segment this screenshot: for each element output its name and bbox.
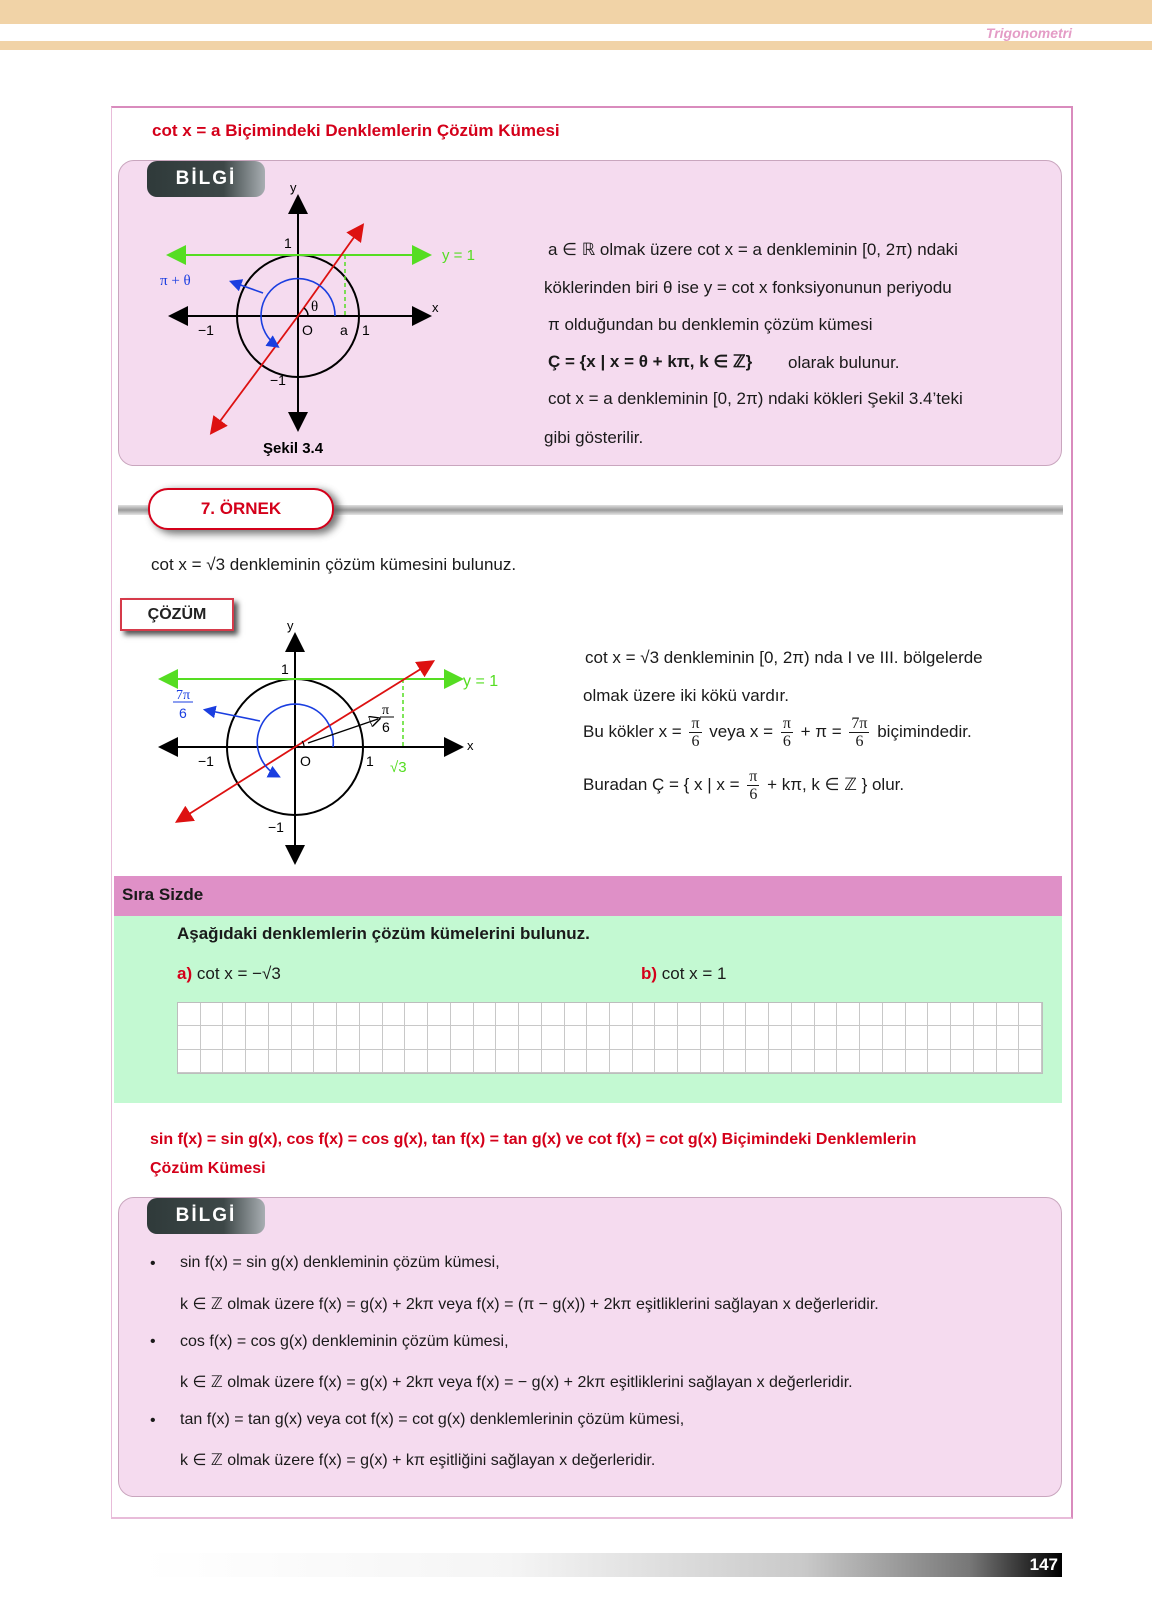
rule-tan-cot-head: tan f(x) = tan g(x) veya cot f(x) = cot g(x) denklemlerinin çözüm kümesi, [180, 1411, 685, 1428]
grid-cell[interactable] [474, 1026, 497, 1049]
svg-text:−1: −1 [270, 372, 286, 388]
grid-cell[interactable] [201, 1050, 224, 1073]
unit-circle-figure-1 [160, 180, 500, 465]
svg-text:y = 1: y = 1 [463, 673, 499, 690]
svg-text:1: 1 [362, 322, 370, 338]
grid-cell[interactable] [633, 1026, 656, 1049]
grid-cell[interactable] [587, 1026, 610, 1049]
grid-cell[interactable] [997, 1050, 1020, 1073]
grid-cell[interactable] [701, 1026, 724, 1049]
grid-cell[interactable] [496, 1003, 519, 1026]
svg-text:1: 1 [366, 753, 374, 769]
info-line-1: a ∈ ℝ olmak üzere cot x = a denkleminin [0, 2π) ndaki [548, 240, 958, 259]
grid-cell[interactable] [360, 1003, 383, 1026]
grid-cell[interactable] [292, 1026, 315, 1049]
bilgi-tab: BİLGİ [147, 161, 265, 197]
grid-cell[interactable] [792, 1003, 815, 1026]
grid-cell[interactable] [405, 1050, 428, 1073]
grid-cell[interactable] [246, 1026, 269, 1049]
svg-text:y: y [287, 618, 294, 633]
grid-cell[interactable] [201, 1026, 224, 1049]
grid-cell[interactable] [223, 1050, 246, 1073]
grid-cell[interactable] [951, 1050, 974, 1073]
grid-cell[interactable] [1019, 1003, 1042, 1026]
grid-cell[interactable] [815, 1026, 838, 1049]
grid-cell[interactable] [246, 1003, 269, 1026]
grid-cell[interactable] [223, 1003, 246, 1026]
grid-cell[interactable] [815, 1003, 838, 1026]
grid-cell[interactable] [474, 1003, 497, 1026]
info-line-6: gibi gösterilir. [544, 428, 644, 447]
grid-cell[interactable] [701, 1003, 724, 1026]
grid-cell[interactable] [769, 1003, 792, 1026]
grid-cell[interactable] [633, 1003, 656, 1026]
grid-cell[interactable] [974, 1003, 997, 1026]
grid-cell[interactable] [678, 1050, 701, 1073]
grid-cell[interactable] [883, 1003, 906, 1026]
info-line-3: π olduğundan bu denklemin çözüm kümesi [548, 315, 873, 334]
grid-cell[interactable] [928, 1003, 951, 1026]
grid-cell[interactable] [633, 1050, 656, 1073]
grid-cell[interactable] [655, 1050, 678, 1073]
svg-text:O: O [300, 753, 311, 769]
svg-text:6: 6 [382, 719, 390, 735]
grid-cell[interactable] [974, 1026, 997, 1049]
grid-cell[interactable] [678, 1003, 701, 1026]
grid-cell[interactable] [292, 1003, 315, 1026]
grid-cell[interactable] [451, 1050, 474, 1073]
grid-cell[interactable] [974, 1050, 997, 1073]
grid-cell[interactable] [474, 1050, 497, 1073]
footer-bar [142, 1553, 1062, 1577]
grid-cell[interactable] [883, 1026, 906, 1049]
grid-cell[interactable] [223, 1026, 246, 1049]
unit-circle-figure-2 [150, 616, 520, 866]
grid-cell[interactable] [178, 1050, 201, 1073]
grid-cell[interactable] [655, 1003, 678, 1026]
grid-cell[interactable] [451, 1003, 474, 1026]
rule-cos-body: k ∈ ℤ olmak üzere f(x) = g(x) + 2kπ veya f(x) = − g(x) + 2kπ eşitliklerini sağlayan x değerleridir. [180, 1374, 853, 1391]
solution-line-4: Buradan Ç = { x | x = $\frac{\pi}{6}$ + kπ, k ∈ ℤ } olur. [583, 768, 905, 803]
grid-cell[interactable] [565, 1050, 588, 1073]
grid-cell[interactable] [655, 1026, 678, 1049]
grid-cell[interactable] [383, 1050, 406, 1073]
grid-cell[interactable] [860, 1050, 883, 1073]
grid-cell[interactable] [746, 1050, 769, 1073]
grid-cell[interactable] [906, 1026, 929, 1049]
info-line-5: cot x = a denkleminin [0, 2π) ndaki kökleri Şekil 3.4’teki [548, 389, 963, 408]
grid-cell[interactable] [1019, 1050, 1042, 1073]
answer-grid[interactable] [177, 1002, 1043, 1074]
solution-line-2: olmak üzere iki kökü vardır. [583, 686, 789, 705]
grid-cell[interactable] [542, 1003, 565, 1026]
grid-cell[interactable] [496, 1050, 519, 1073]
svg-text:−1: −1 [198, 753, 214, 769]
grid-cell[interactable] [269, 1050, 292, 1073]
svg-text:π: π [382, 703, 390, 718]
grid-cell[interactable] [815, 1050, 838, 1073]
practice-instruction: Aşağıdaki denklemlerin çözüm kümelerini bulunuz. [177, 924, 590, 943]
grid-cell[interactable] [178, 1026, 201, 1049]
grid-cell[interactable] [405, 1026, 428, 1049]
grid-cell[interactable] [383, 1003, 406, 1026]
grid-cell[interactable] [906, 1003, 929, 1026]
practice-item-b: b) cot x = 1 [641, 964, 727, 983]
bullet-icon: • [150, 1333, 156, 1350]
grid-cell[interactable] [610, 1050, 633, 1073]
info-line-2: köklerinden biri θ ise y = cot x fonksiyonunun periyodu [544, 278, 952, 297]
header-stripe [0, 41, 1152, 50]
grid-cell[interactable] [951, 1026, 974, 1049]
grid-cell[interactable] [383, 1026, 406, 1049]
grid-cell[interactable] [724, 1026, 747, 1049]
grid-cell[interactable] [769, 1050, 792, 1073]
grid-cell[interactable] [610, 1003, 633, 1026]
svg-text:−1: −1 [268, 819, 284, 835]
grid-cell[interactable] [565, 1026, 588, 1049]
grid-cell[interactable] [1019, 1026, 1042, 1049]
page-number: 147 [1029, 1555, 1058, 1574]
grid-cell[interactable] [337, 1026, 360, 1049]
svg-text:π + θ: π + θ [160, 273, 191, 289]
grid-cell[interactable] [428, 1050, 451, 1073]
grid-cell[interactable] [360, 1026, 383, 1049]
grid-cell[interactable] [314, 1050, 337, 1073]
svg-text:√3: √3 [390, 759, 407, 776]
grid-cell[interactable] [246, 1050, 269, 1073]
grid-cell[interactable] [201, 1003, 224, 1026]
grid-cell[interactable] [314, 1026, 337, 1049]
grid-cell[interactable] [542, 1026, 565, 1049]
svg-text:O: O [302, 322, 313, 338]
top-header-band [0, 0, 1152, 24]
grid-cell[interactable] [292, 1050, 315, 1073]
grid-cell[interactable] [837, 1003, 860, 1026]
practice-item-a: a) cot x = −√3 [177, 964, 281, 983]
grid-cell[interactable] [701, 1050, 724, 1073]
example-label: 7. ÖRNEK [148, 488, 334, 530]
svg-text:−1: −1 [198, 322, 214, 338]
figure-caption: Şekil 3.4 [263, 440, 324, 457]
grid-cell[interactable] [337, 1003, 360, 1026]
svg-text:x: x [432, 300, 439, 315]
grid-cell[interactable] [678, 1026, 701, 1049]
grid-cell[interactable] [496, 1026, 519, 1049]
grid-cell[interactable] [792, 1050, 815, 1073]
solution-line-3: Bu kökler x = $\frac{\pi}{6}$ veya x = $\frac{\pi}{6}$ + π = $\frac{7\pi}{6}$ biçimindedir. [583, 715, 972, 750]
section-title: cot x = a Biçimindeki Denklemlerin Çözüm Kümesi [152, 121, 560, 140]
grid-cell[interactable] [610, 1026, 633, 1049]
svg-text:1: 1 [284, 235, 292, 251]
svg-text:y = 1: y = 1 [442, 247, 475, 264]
grid-cell[interactable] [519, 1026, 542, 1049]
bilgi-tab-2: BİLGİ [147, 1198, 265, 1234]
section2-title-line1: sin f(x) = sin g(x), cos f(x) = cos g(x), tan f(x) = tan g(x) ve cot f(x) = cot g(x) Biçimindeki Denklemlerin [150, 1131, 917, 1148]
running-title: Trigonometri [985, 25, 1072, 41]
grid-cell[interactable] [428, 1026, 451, 1049]
svg-text:a: a [340, 322, 348, 338]
grid-cell[interactable] [428, 1003, 451, 1026]
grid-cell[interactable] [928, 1026, 951, 1049]
grid-cell[interactable] [587, 1050, 610, 1073]
grid-cell[interactable] [519, 1050, 542, 1073]
svg-text:x: x [467, 738, 474, 753]
grid-cell[interactable] [928, 1050, 951, 1073]
grid-cell[interactable] [337, 1050, 360, 1073]
grid-cell[interactable] [837, 1026, 860, 1049]
grid-cell[interactable] [724, 1003, 747, 1026]
practice-header: Sıra Sizde [114, 876, 1062, 916]
grid-cell[interactable] [746, 1003, 769, 1026]
section2-title-line2: Çözüm Kümesi [150, 1160, 266, 1177]
rule-sin-body: k ∈ ℤ olmak üzere f(x) = g(x) + 2kπ veya f(x) = (π − g(x)) + 2kπ eşitliklerini sağlayan x değerleridir. [180, 1296, 879, 1313]
solution-set-formula: Ç = {x | x = θ + kπ, k ∈ ℤ} [548, 352, 753, 371]
grid-cell[interactable] [405, 1003, 428, 1026]
grid-cell[interactable] [906, 1050, 929, 1073]
grid-cell[interactable] [360, 1050, 383, 1073]
bullet-icon: • [150, 1255, 156, 1272]
grid-cell[interactable] [951, 1003, 974, 1026]
info-line-4: olarak bulunur. [788, 353, 900, 372]
grid-cell[interactable] [769, 1026, 792, 1049]
grid-cell[interactable] [565, 1003, 588, 1026]
rule-cos-head: cos f(x) = cos g(x) denkleminin çözüm kümesi, [180, 1333, 509, 1350]
example-question: cot x = √3 denkleminin çözüm kümesini bulunuz. [151, 555, 517, 574]
grid-cell[interactable] [451, 1026, 474, 1049]
grid-cell[interactable] [860, 1026, 883, 1049]
grid-cell[interactable] [746, 1026, 769, 1049]
rule-sin-head: sin f(x) = sin g(x) denkleminin çözüm kümesi, [180, 1254, 500, 1271]
bullet-icon: • [150, 1412, 156, 1429]
svg-text:θ: θ [311, 299, 319, 315]
solution-line-1: cot x = √3 denkleminin [0, 2π) nda I ve III. bölgelerde [585, 648, 983, 667]
grid-cell[interactable] [997, 1003, 1020, 1026]
grid-cell[interactable] [883, 1050, 906, 1073]
grid-cell[interactable] [837, 1050, 860, 1073]
grid-cell[interactable] [269, 1003, 292, 1026]
svg-text:1: 1 [281, 661, 289, 677]
grid-cell[interactable] [519, 1003, 542, 1026]
grid-cell[interactable] [178, 1003, 201, 1026]
grid-cell[interactable] [860, 1003, 883, 1026]
grid-cell[interactable] [997, 1026, 1020, 1049]
grid-cell[interactable] [792, 1026, 815, 1049]
grid-cell[interactable] [587, 1003, 610, 1026]
grid-cell[interactable] [314, 1003, 337, 1026]
solution-label: ÇÖZÜM [120, 598, 234, 631]
grid-cell[interactable] [724, 1050, 747, 1073]
svg-text:7π: 7π [176, 688, 191, 703]
y-axis-label: y [290, 180, 297, 195]
grid-cell[interactable] [269, 1026, 292, 1049]
grid-cell[interactable] [542, 1050, 565, 1073]
rule-tan-cot-body: k ∈ ℤ olmak üzere f(x) = g(x) + kπ eşitliğini sağlayan x değerleridir. [180, 1452, 656, 1469]
svg-text:6: 6 [179, 705, 187, 721]
